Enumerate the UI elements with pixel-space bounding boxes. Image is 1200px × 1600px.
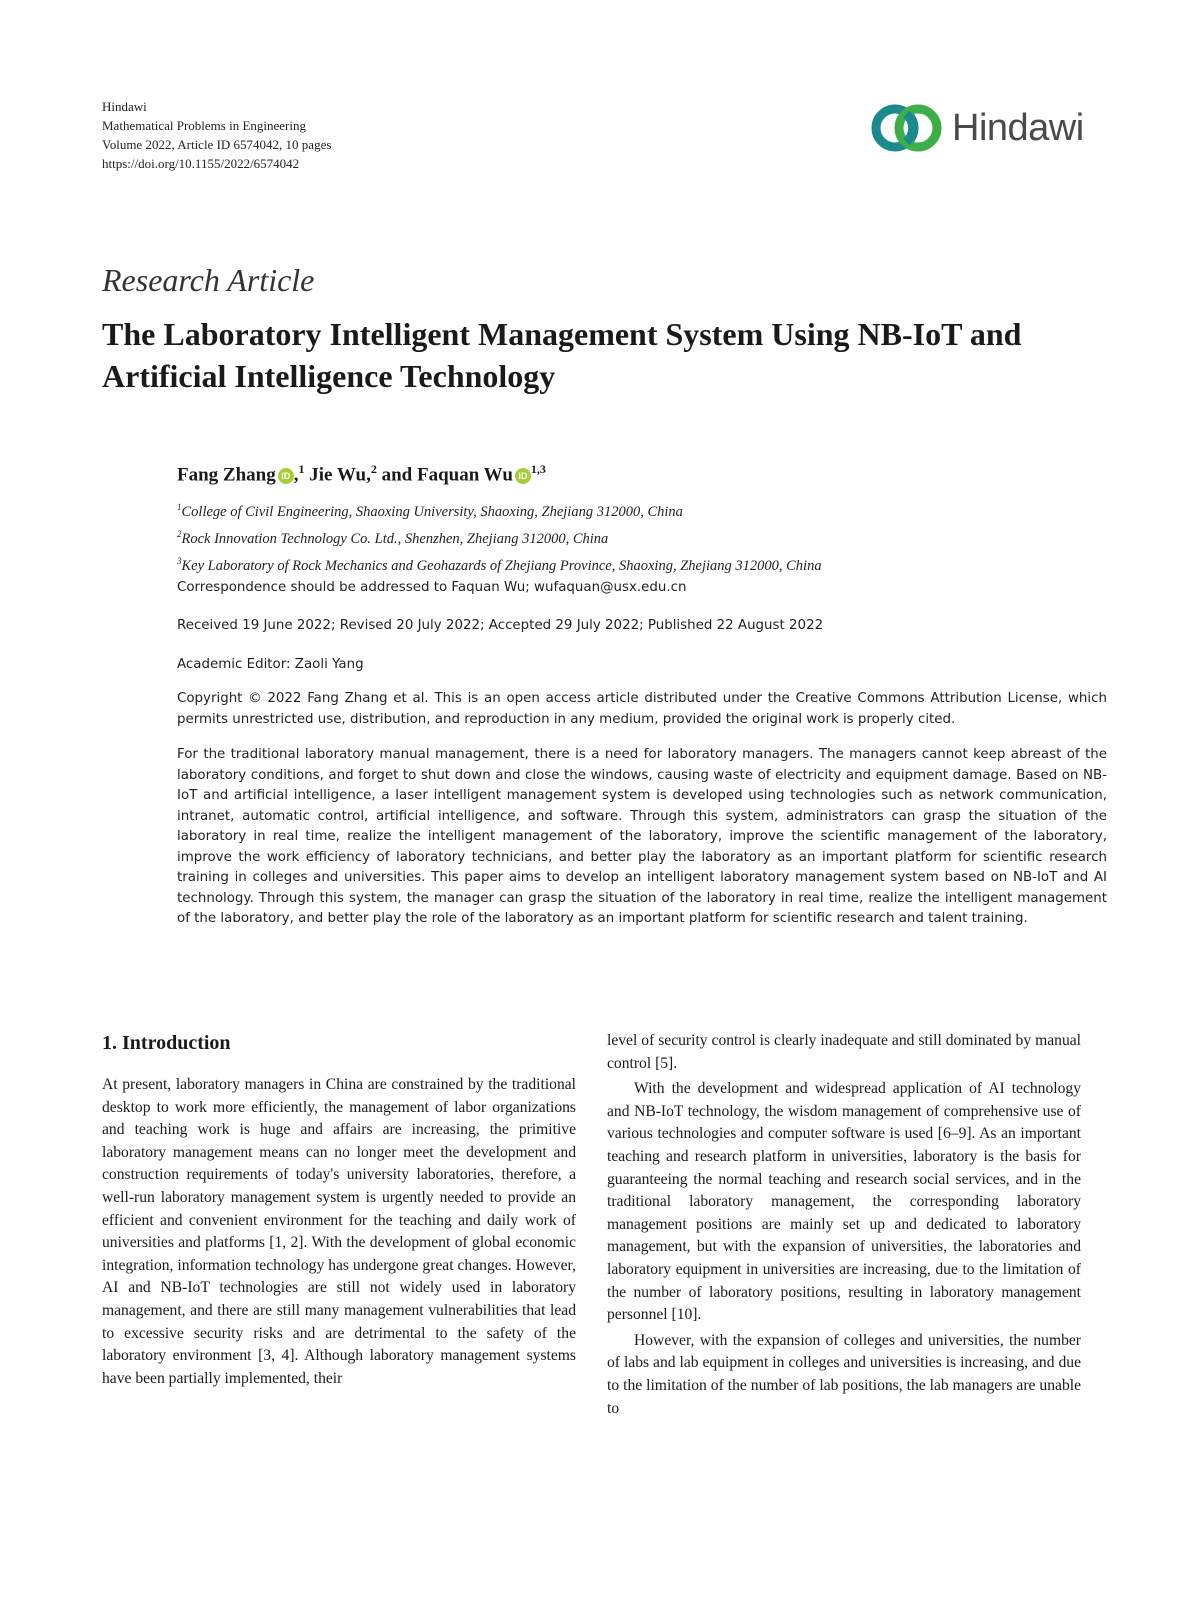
abstract: For the traditional laboratory manual management, there is a need for laboratory managers. The managers cannot keep abreast of the laboratory conditions, and forget to shut down and close the windows, causing waste of electricity and equipment damage. Based on NB-IoT and artificial intelligence, a laser intelligent management system is developed using technologies such as network communication, intranet, automatic control, artificial intelligence, and software. Through this system, administrators can grasp the situation of the laboratory in real time, realize the intelligent management of the laboratory, improve the scientific management of the laboratory, improve the work efficiency of laboratory technicians, and better play the laboratory as an important platform for scientific research training in colleges and universities. This paper aims to develop an intelligent laboratory management system based on NB-IoT and AI technology. Through this system, the manager can grasp the situation of the laboratory in real time, realize the intelligent management of the laboratory, and better play the role of the laboratory as an important platform for scientific research and talent training. (177, 747, 1107, 926)
orcid-icon[interactable]: iD (515, 468, 531, 484)
body-column-left (102, 1030, 576, 1390)
author-name: Fang Zhang (177, 464, 276, 486)
author-affiliation-number: 1,3 (530, 462, 546, 476)
copyright-notice: Copyright © 2022 Fang Zhang et al. This is an open access article distributed under the Creative Commons Attribution License, which permits unrestricted use, distribution, and reproduction in any medium, provided the original work is properly cited. (177, 691, 1107, 727)
affiliation (177, 550, 822, 577)
doi-link[interactable]: https://doi.org/10.1155/2022/6574042 (102, 156, 300, 171)
affiliation-text: College of Civil Engineering, Shaoxing University, Shaoxing, Zhejiang 312000, China (181, 503, 683, 520)
orcid-icon[interactable]: iD (278, 468, 294, 484)
hindawi-logo (868, 102, 1084, 154)
correspondence: Correspondence should be addressed to Faquan Wu; wufaquan@usx.edu.cn (177, 580, 687, 595)
author-affiliation-number: 1 (298, 462, 305, 476)
section-heading-introduction: 1. Introduction (102, 1032, 231, 1054)
author-list: Fang Zhang iD ,$^1$ Jie Wu,$^2$ and Faquan Wu iD$^{1,3}$ (177, 462, 546, 486)
affiliation (177, 523, 822, 550)
affiliation (177, 496, 822, 523)
hindawi-logo-text: Hindawi (952, 106, 1084, 149)
academic-editor: Academic Editor: Zaoli Yang (177, 657, 364, 672)
intro-paragraph: level of security control is clearly inadequate and still dominated by manual control [5]. (607, 1032, 1081, 1072)
affiliation-text: Rock Innovation Technology Co. Ltd., Shenzhen, Zhejiang 312000, China (181, 530, 609, 547)
body-column-right (607, 1030, 1081, 1420)
affiliation-list (177, 496, 822, 576)
volume-info: Volume 2022, Article ID 6574042, 10 pages (102, 137, 332, 152)
author-name: Faquan Wu (416, 464, 513, 486)
author-name: Jie Wu (309, 464, 367, 486)
intro-paragraph: With the development and widespread application of AI technology and NB-IoT technology, the wisdom management of comprehensive use of various technologies and computer software is used [6–9]. As an important teaching and research platform in universities, laboratory is the basis for guaranteeing the normal teaching and research social services, and in the traditional laboratory management, the corresponding laboratory management positions are mainly set up and dedicated to laboratory management, but with the expansion of universities, the laboratories and laboratory equipment in universities are increasing, due to the limitation of the number of laboratory positions, resulting in laboratory management personnel [10]. (607, 1080, 1081, 1324)
paper-title: The Laboratory Intelligent Management System Using NB-IoT and Artificial Intelligence Technology (102, 316, 1022, 394)
affiliation-number: 3 (177, 555, 182, 566)
affiliation-number: 1 (177, 502, 182, 512)
publisher-name: Hindawi (102, 99, 147, 114)
intro-paragraph: At present, laboratory managers in China are constrained by the traditional desktop to work more efficiently, the management of labor organizations and teaching work is huge and affairs are increasing, the primitive laboratory management means can no longer meet the development and construction requirements of today's university laboratories, therefore, a well-run laboratory management system is urgently needed to provide an efficient and convenient environment for the teaching and daily work of universities and platforms [1, 2]. With the development of global economic integration, information technology has undergone great changes. However, AI and NB-IoT technologies are still not widely used in laboratory management, and there are still many management vulnerabilities that lead to excessive security risks and are detrimental to the safety of the laboratory environment [3, 4]. Although laboratory management systems have been partially implemented, their (102, 1076, 576, 1387)
affiliation-text: Key Laboratory of Rock Mechanics and Geohazards of Zhejiang Province, Shaoxing, Zhejiang 312000, China (181, 557, 822, 574)
publication-dates: Received 19 June 2022; Revised 20 July 2022; Accepted 29 July 2022; Published 22 August 2022 (177, 618, 824, 633)
hindawi-logo-icon (868, 102, 946, 154)
intro-paragraph: However, with the expansion of colleges and universities, the number of labs and lab equipment in colleges and universities is increasing, and due to the limitation of the number of lab positions, the lab managers are unable to (607, 1331, 1081, 1417)
journal-name: Mathematical Problems in Engineering (102, 118, 306, 133)
journal-header (102, 97, 331, 173)
author-affiliation-number: 2 (370, 462, 377, 476)
affiliation-number: 2 (177, 528, 182, 539)
article-type: Research Article (102, 262, 315, 298)
